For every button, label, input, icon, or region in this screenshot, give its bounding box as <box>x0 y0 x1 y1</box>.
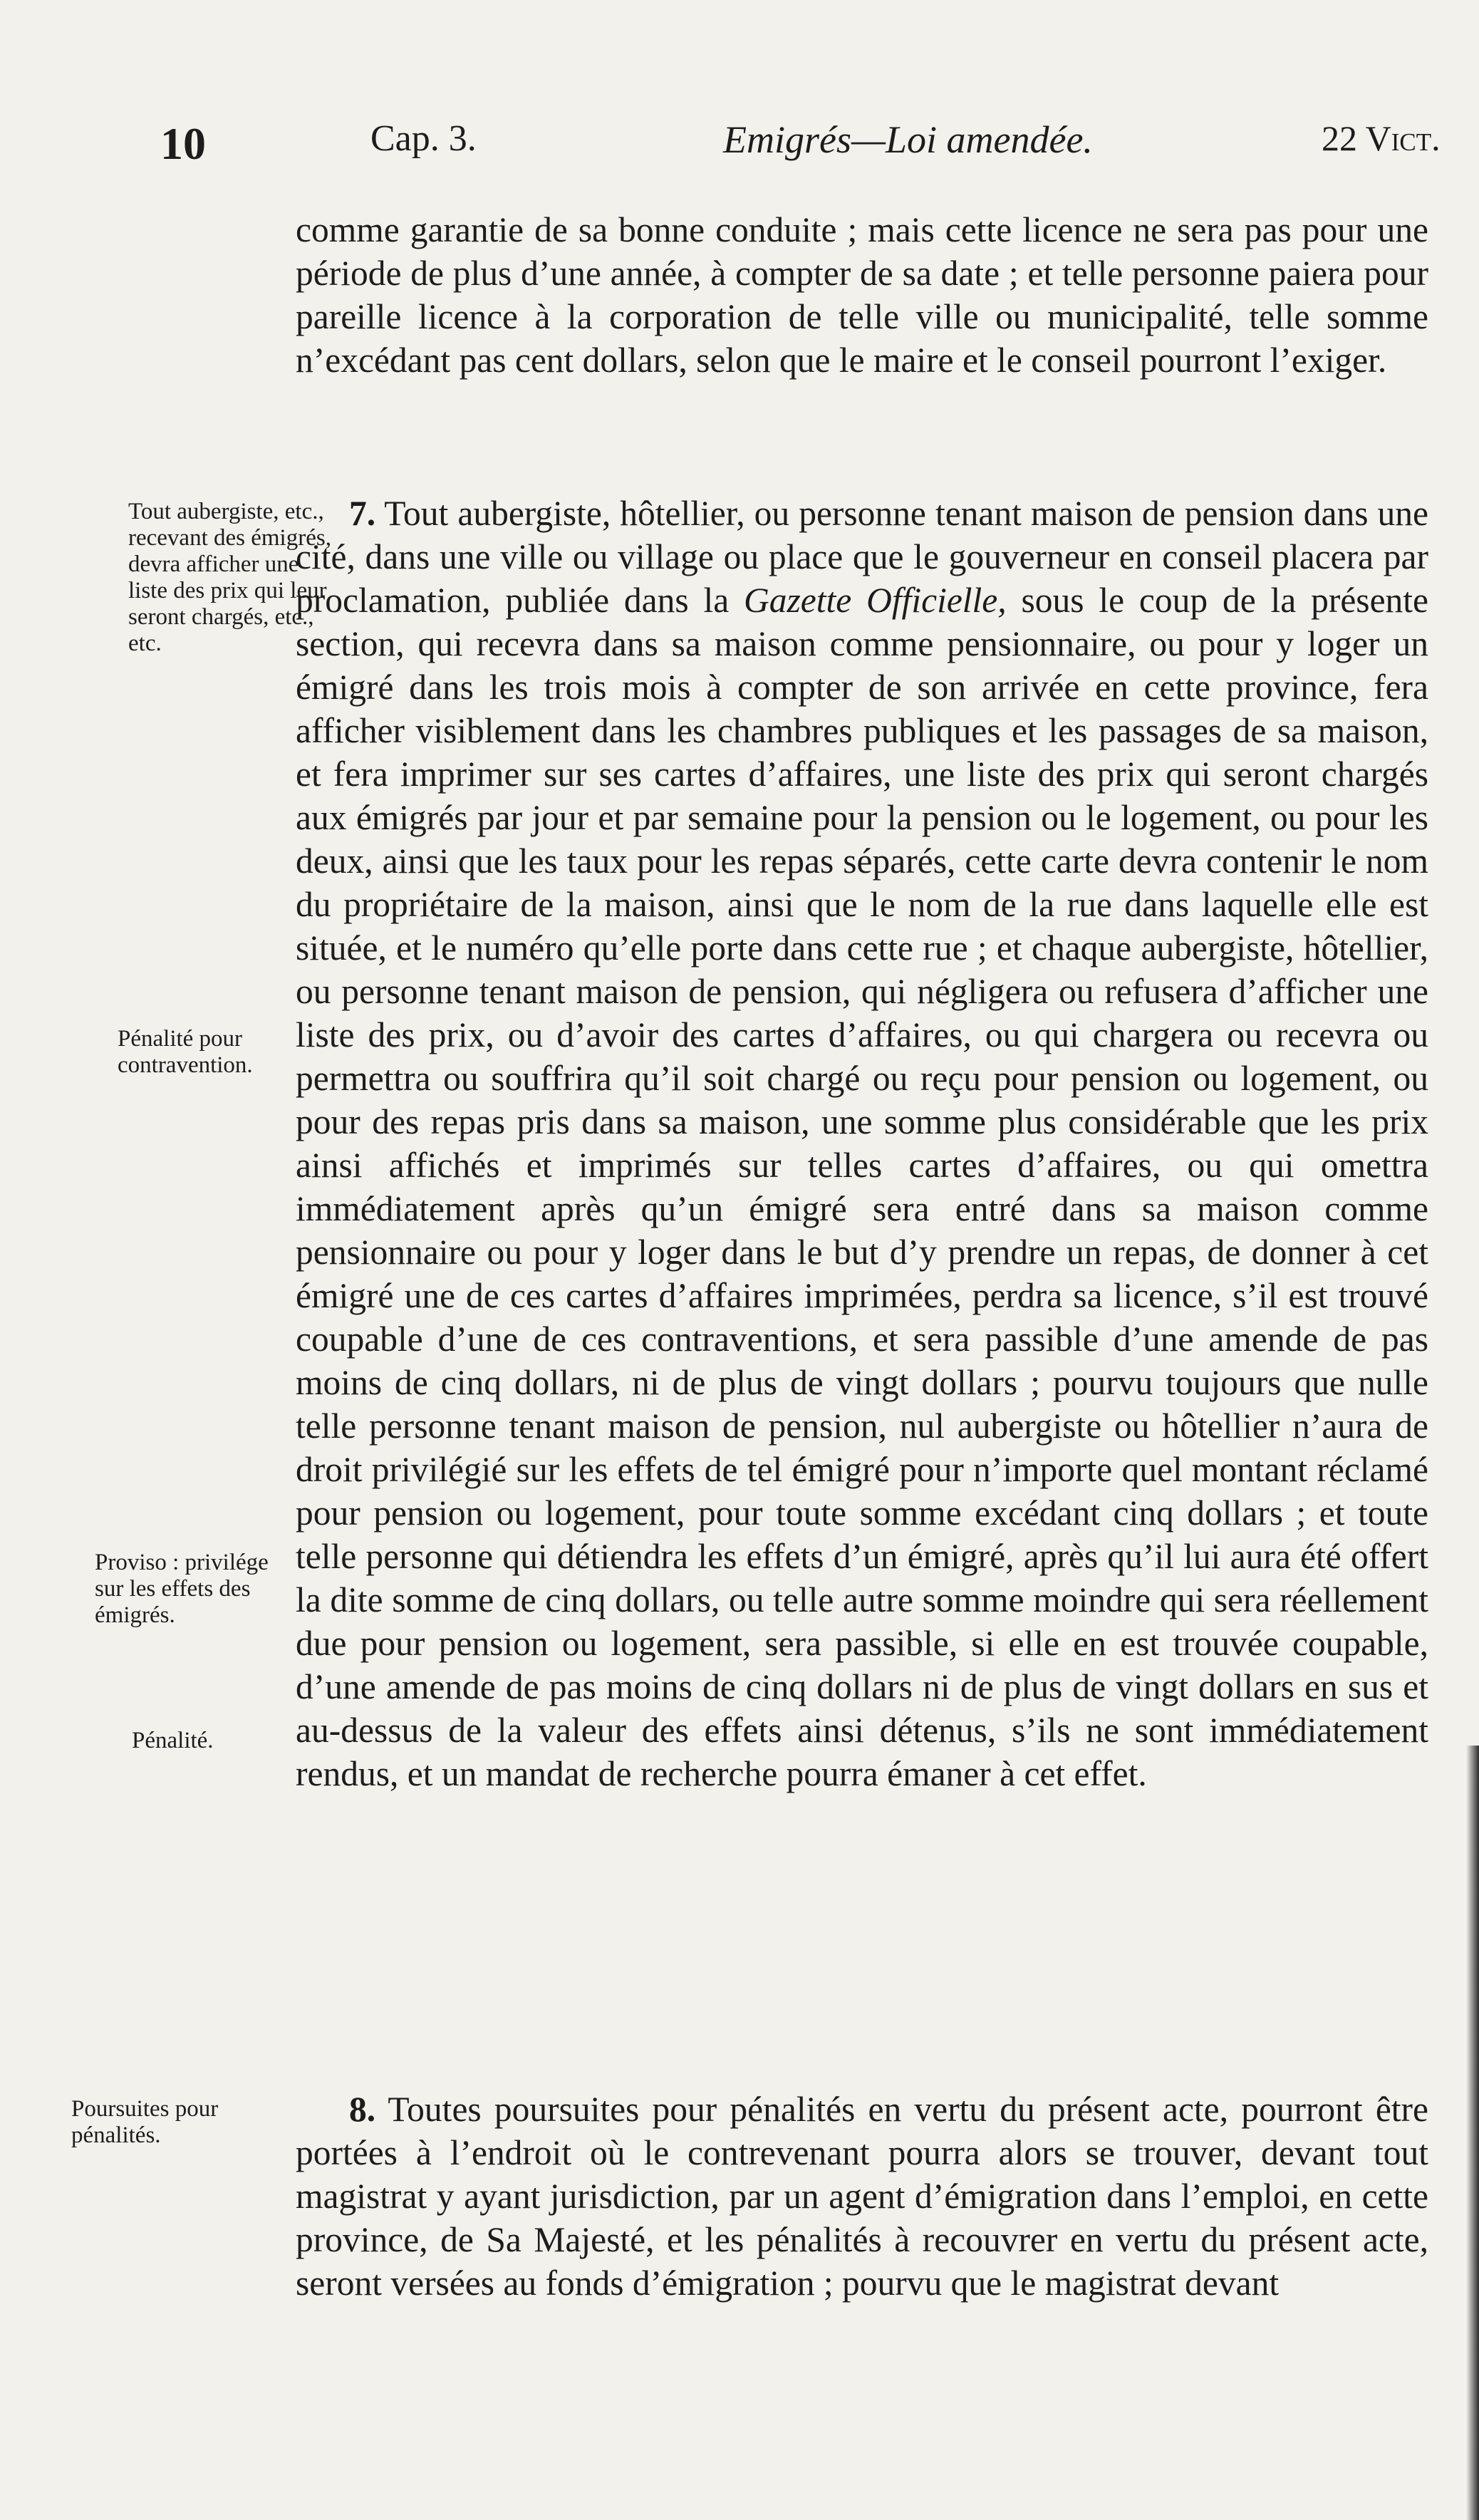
section-number: 8. <box>349 2090 376 2129</box>
paragraph-text: comme garantie de sa bonne conduite ; mais cette licence ne sera pas pour une période de plus d’une année, à compter de sa date ; et telle personne paiera pour pareille licence à la corporation de telle ville ou municipalité, telle somme n’excédant pas cent dollars, selon que le maire et le conseil pourront l’exiger. <box>296 210 1428 380</box>
margin-note-prosecutions: Poursuites pour pénalités. <box>71 2096 219 2148</box>
running-header <box>0 118 1479 175</box>
page-edge-shadow <box>1466 1746 1479 2520</box>
margin-note-proviso: Proviso : privilége sur les effets des émigrés. <box>95 1550 269 1628</box>
section-7-text <box>296 492 1428 1795</box>
paragraph-6-continuation <box>296 208 1428 382</box>
chapter-label: Cap. 3. <box>370 118 477 159</box>
margin-note-penalty: Pénalité. <box>132 1728 214 1753</box>
section-8-body: Toutes poursuites pour pénalités en vertu du présent acte, pourront être portées à l’endroit où le contrevenant pourra alors se trouver, devant tout magistrat y ayant jurisdiction, par un agent d’émigration dans l’emploi, en cette province, de Sa Majesté, et les pénalités à recouvrer en vertu du présent acte, seront versées au fonds d’émigration ; pourvu que le magistrat devant <box>296 2090 1429 2303</box>
gazette-reference: Gazette Officielle, <box>744 581 1007 620</box>
section-7-part-2: sous le coup de la présente section, qui recevra dans sa maison comme pensionnaire, ou pour y loger un émigré dans les trois mois à compter de son arrivée en cette province, fera afficher visiblement dans les chambres publiques et les passages de sa maison, et fera imprimer sur ses cartes d’affaires, une liste des prix qui seront chargés aux émigrés par jour et par semaine pour la pension ou le logement, ou pour les deux, ainsi que les taux pour les repas séparés, cette carte devra contenir le nom du propriétaire de la maison, ainsi que le nom de la rue dans laquelle elle est située, et le numéro qu’elle porte dans cette rue ; et chaque aubergiste, hôtellier, ou personne tenant maison de pension, qui négligera ou refusera d’afficher une liste des prix, ou d’avoir des cartes d’affaires, ou qui chargera ou recevra ou permettra ou souffrira qu’il soit chargé ou reçu pour pension ou logement, ou pour des repas pris dans sa maison, une somme plus considérable que les prix ainsi affichés et imprimés sur telles cartes d’affaires, ou qui omettra immédiatement après qu’un émigré sera entré dans sa maison comme pensionnaire ou pour y loger dans le but d’y prendre un repas, de donner à cet émigré une de ces cartes d’affaires imprimées, perdra sa licence, s’il est trouvé coupable d’une de ces contraventions, et sera passible d’une amende de pas moins de cinq dollars, ni de plus de vingt dollars ; pourvu toujours que nulle telle personne tenant maison de pension, nul aubergiste ou hôtellier n’aura de droit privilégié sur les effets de tel émigré pour n’importe quel montant réclamé pour pension ou logement, pour toute somme excédant cinq dollars ; et toute telle personne qui détiendra les effets d’un émigré, après qu’il lui aura été offert la dite somme de cinq dollars, ou telle autre somme moindre qui sera réellement due pour pension ou logement, sera passible, si elle en est trouvée coupable, d’une amende de pas moins de cinq dollars ni de plus de vingt dollars en sus et au-dessus de la valeur des effets ainsi détenus, s’ils ne sont immédiatement rendus, et un mandat de recherche pourra émaner à cet effet. <box>296 581 1429 1793</box>
section-7 <box>296 492 1428 1795</box>
section-8-text <box>296 2088 1428 2305</box>
regnal-year: 22 Vict. <box>1322 118 1441 158</box>
margin-note-penalty-contravention: Pénalité pour contravention. <box>118 1026 253 1078</box>
page-number: 10 <box>160 118 206 169</box>
running-title: Emigrés—Loi amendée. <box>723 118 1093 161</box>
section-7-part-1: Tout aubergiste, hôtellier, ou personne tenant maison de pension dans une cité, dans une ville ou village ou place que le gouverneur en conseil placera par proclamation, publiée dans la <box>296 494 1428 620</box>
margin-note-innkeepers: Tout aubergiste, etc., recevant des émigrés, devra afficher une liste des prix qui leur seront chargés, etc., etc. <box>128 499 331 656</box>
section-8 <box>296 2088 1428 2305</box>
section-number: 7. <box>349 494 376 533</box>
